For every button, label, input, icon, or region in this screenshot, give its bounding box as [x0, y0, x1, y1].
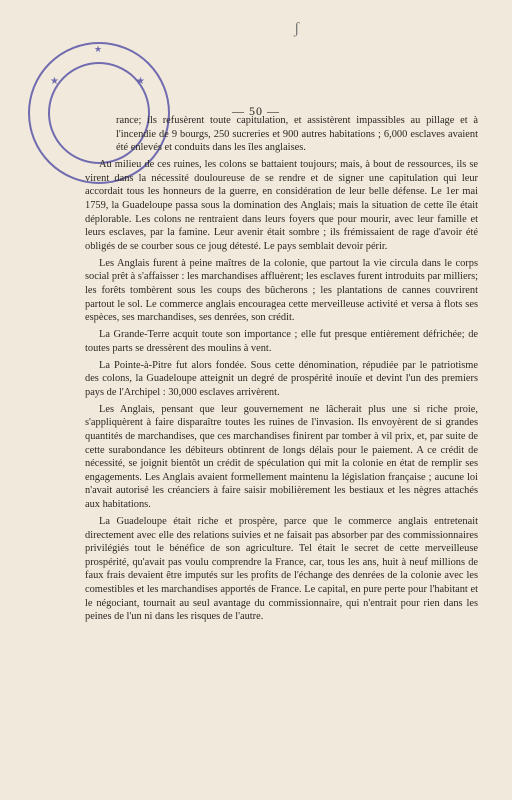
- paragraph-6: Les Anglais, pensant que leur gouvernement ne lâcherait plus une si riche proie, s'appliquèrent à faire disparaître toutes les ruines de l'invasion. Ils envoyèrent de si grandes quantités de marchandises, que ces marchandises finirent par tomber à vil prix, et, par suite de cette surabondance les débiteurs obtinrent de longs délais pour le paiement. A ce crédit de nécessité, se joignit bientôt un crédit de spéculation qui mit la colonie en état de remplir ses engagements. Les Anglais avaient formellement maintenu la législation française ; aucune loi n'avait autorisé les créanciers à faire saisir mobilièrement les bestiaux et les nègres attachés aux habitations.: [85, 403, 478, 510]
- paragraph-5: La Pointe-à-Pitre fut alors fondée. Sous cette dénomination, répudiée par le patriotisme des colons, la Guadeloupe atteignit un degré de prospérité inouïe et devint l'un des premiers pays de l'Archipel : 30,000 esclaves arrivèrent.: [85, 359, 478, 398]
- svg-text:★: ★: [50, 76, 59, 87]
- paragraph-2: Au milieu de ces ruines, les colons se battaient toujours; mais, à bout de ressources, ils se virent dans la nécessité douloureuse de se rendre et de signer une capitulation qui leur accordait tous les honneurs de la guerre, en considération de leur belle défense. Le 1er mai 1759, la Guadeloupe passa sous la domination des Anglais; mais la situation de cette île était déplorable. Les colons ne rentraient dans leurs foyers que pour mourir, avec leur famille et leurs esclaves, par la famine. Leur avenir était sombre ; ils frémissaient de rage d'avoir été obligés de se courber sous ce joug détesté. Le pays semblait devoir périr.: [85, 159, 478, 252]
- page-body: [85, 114, 478, 627]
- svg-text:★: ★: [136, 76, 145, 87]
- paragraph-7: La Guadeloupe était riche et prospère, parce que le commerce anglais entretenait directement avec elle des relations suivies et ne faisait pas absorber par des commissionnaires privilégiés tout le bénéfice de son agriculture. Tel était le secret de cette merveilleuse prospérité, qu'avait pas voulu comprendre la France, car, tous les ans, huit à neuf millions de faux frais devaient être imputés sur les profits de l'échange des denrées de la colonie avec les comestibles et les marchandises apportés de France. Le capital, en pure perte pour l'habitant et le négociant, tournait au seul avantage du commissionnaire, qui n'entrait pour rien dans les peines de l'un ni dans les risques de l'autre.: [85, 515, 478, 623]
- paragraph-4: La Grande-Terre acquit toute son importance ; elle fut presque entièrement défrichée; de toutes parts se dressèrent des moulins à vent.: [85, 329, 478, 354]
- page-number: — 50 —: [232, 104, 280, 118]
- paragraph-1: rance; ils refusèrent toute capitulation, et assistèrent impassibles au pillage et à l'incendie de 9 bourgs, 250 sucreries et 900 autres habitations ; 6,000 esclaves avaient été enlevés et conduits dans les îles anglaises.: [116, 115, 478, 154]
- pencil-mark-icon: ʃ: [294, 20, 300, 37]
- svg-text:★: ★: [94, 45, 103, 55]
- paragraph-3: Les Anglais furent à peine maîtres de la colonie, que partout la vie circula dans le corps social prêt à s'affaisser : les marchandises affluèrent; les esclaves furent introduits par milliers; les forêts tombèrent sous les coups des bûcherons ; les plantations de cannes couvrirent partout le sol. Le commerce anglais encouragea cette merveilleuse activité et versa à flots ses espèces, ses marchandises, ses denrées, son crédit.: [85, 257, 478, 324]
